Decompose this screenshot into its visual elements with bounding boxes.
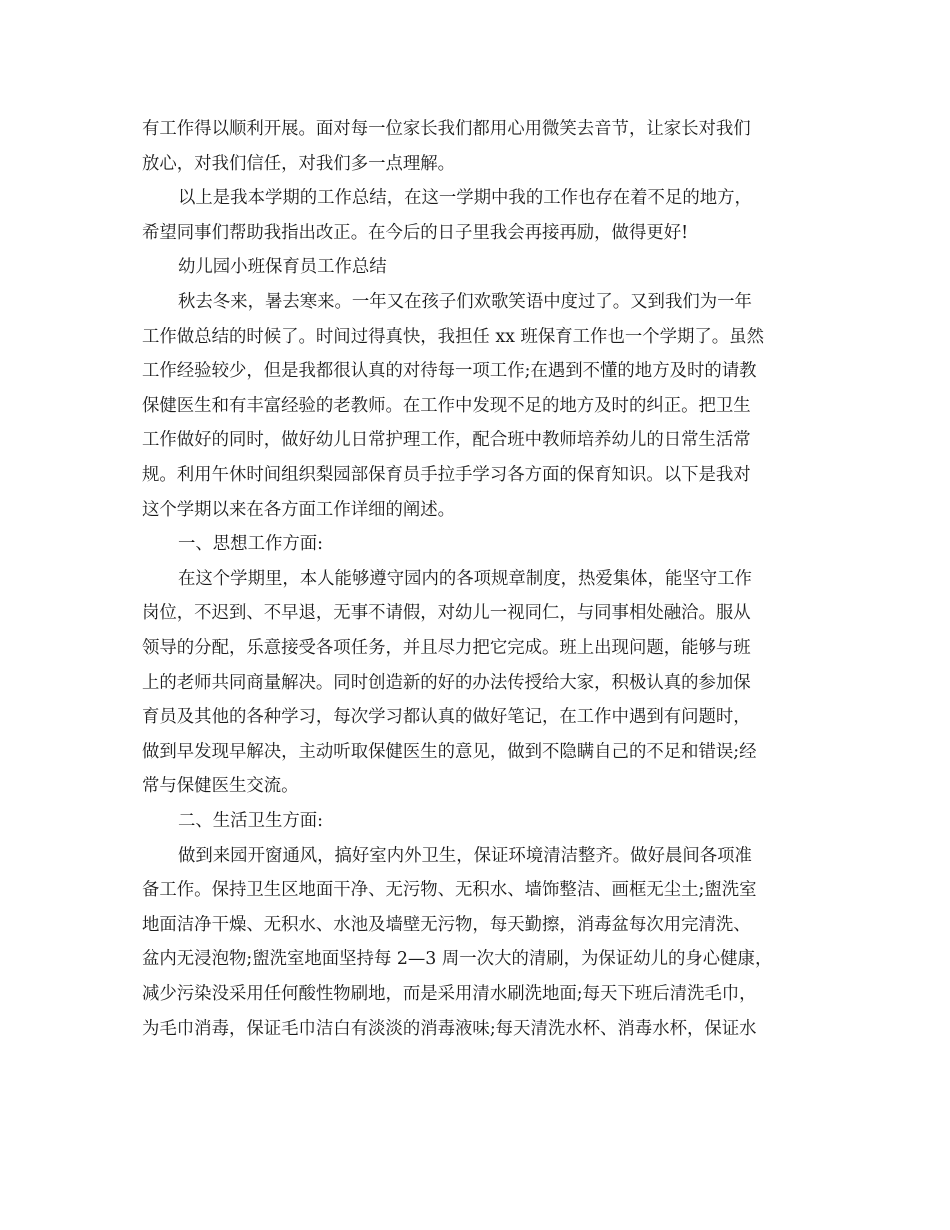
text-line: 上的老师共同商量解决。同时创造新的好的办法传授给大家，积极认真的参加保	[142, 672, 751, 693]
text-line: 有工作得以顺利开展。面对每一位家长我们都用心用微笑去音节，让家长对我们	[142, 119, 751, 139]
text-line: 为毛巾消毒，保证毛巾洁白有淡淡的消毒液味;每天清洗水杯、消毒水杯，保证水	[142, 1018, 757, 1039]
text-line: 保健医生和有丰富经验的老教师。在工作中发现不足的地方及时的纠正。把卫生	[142, 395, 751, 416]
text-line: 地面洁净干燥、无积水、水池及墙壁无污物，每天勤擦，消毒盆每次用完清洗、	[142, 914, 751, 935]
text-line: 在这个学期里，本人能够遵守园内的各项规章制度，热爱集体，能坚守工作	[178, 568, 752, 589]
text-line: 常与保健医生交流。	[142, 776, 299, 797]
text-line: 这个学期以来在各方面工作详细的阐述。	[142, 499, 456, 520]
text-line: 希望同事们帮助我指出改正。在今后的日子里我会再接再励，做得更好!	[142, 222, 689, 243]
text-line: 盆内无浸泡物;盥洗室地面坚持每 2—3 周一次大的清刷，为保证幼儿的身心健康，	[142, 949, 773, 970]
text-line: 规。利用午休时间组织梨园部保育员手拉手学习各方面的保育知识。以下是我对	[142, 465, 751, 485]
text-line: 工作做总结的时候了。时间过得真快，我担任 xx 班保育工作也一个学期了。虽然	[142, 326, 764, 347]
text-line: 工作做好的同时，做好幼儿日常护理工作，配合班中教师培养幼儿的日常生活常	[142, 430, 751, 451]
text-line: 备工作。保持卫生区地面干净、无污物、无积水、墙饰整洁、画框无尘土;盥洗室	[142, 880, 757, 901]
text-line: 减少污染没采用任何酸性物刷地，而是采用清水刷洗地面;每天下班后清洗毛巾，	[142, 984, 757, 1004]
text-line: 岗位，不迟到、不早退，无事不请假，对幼儿一视同仁，与同事相处融洽。服从	[142, 603, 751, 624]
text-line: 放心，对我们信任，对我们多一点理解。	[142, 153, 456, 174]
text-line: 做到早发现早解决，主动听取保健医生的意见，做到不隐瞒自己的不足和错误;经	[142, 741, 757, 762]
text-line: 二、生活卫生方面:	[178, 811, 323, 831]
text-line: 以上是我本学期的工作总结，在这一学期中我的工作也存在着不足的地方，	[178, 188, 752, 209]
text-line: 一、思想工作方面:	[178, 534, 323, 555]
text-line: 秋去冬来，暑去寒来。一年又在孩子们欢歌笑语中度过了。又到我们为一年	[178, 292, 752, 312]
text-line: 育员及其他的各种学习，每次学习都认真的做好笔记，在工作中遇到有问题时，	[142, 707, 751, 728]
text-line: 工作经验较少，但是我都很认真的对待每一项工作;在遇到不懂的地方及时的请教	[142, 361, 757, 382]
text-line: 幼儿园小班保育员工作总结	[178, 257, 387, 278]
text-line: 领导的分配，乐意接受各项任务，并且尽力把它完成。班上出现问题，能够与班	[142, 638, 751, 658]
text-line: 做到来园开窗通风，搞好室内外卫生，保证环境清洁整齐。做好晨间各项准	[178, 845, 752, 866]
